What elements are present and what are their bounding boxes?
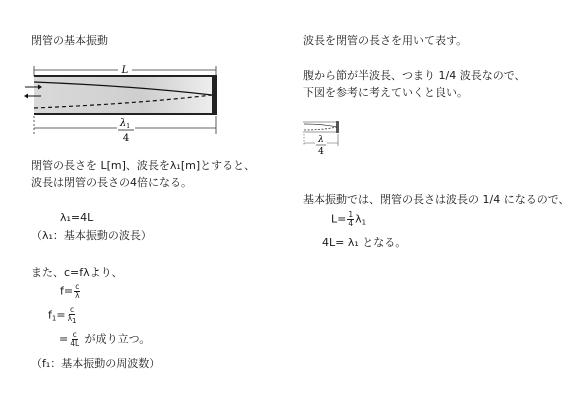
small-pipe-figure [301, 116, 347, 162]
closed-pipe-figure [24, 62, 224, 150]
right-para: 基本振動では、閉管の長さは波長の 1/4 になるので、 [303, 193, 570, 206]
equation-f1: $f_1=$ $\frac{c}{\lambda 1}$ [48, 305, 77, 325]
small-lambda-label: λ [318, 135, 324, 145]
L-label: L [121, 65, 129, 76]
equation-f1-4L: = $\frac{c}{4L}$ が成り立つ。 [59, 330, 151, 348]
lambda-label: $\lambda_1$ [119, 118, 131, 130]
right-title: 波長を閉管の長さを用いて表す。 [303, 34, 468, 47]
para1-line1: 閉管の長さを L[m]、波長をλ₁[m]とすると、 [31, 159, 256, 172]
pipe-body [34, 76, 216, 114]
note-frequency: （f₁：基本振動の周波数） [31, 357, 161, 370]
equation-L: L= $\frac{1}{4}$ $\lambda_1$ [331, 210, 367, 228]
right-line1: 腹から節が半波長、つまり 1/4 波長なので、 [303, 69, 526, 82]
equation-4L: 4L= λ₁ となる。 [322, 236, 407, 249]
denominator-4-label: 4 [122, 133, 130, 144]
pipe-closed-end [212, 75, 217, 115]
equation-f: f= $\frac{c}{\lambda}$ [60, 282, 80, 300]
line-also: また、c=fλより、 [31, 266, 123, 279]
small-denominator-label: 4 [318, 147, 324, 157]
right-line2: 下図を参考に考えていくと良い。 [303, 86, 468, 99]
equation-lambda-4L: λ₁=4L [60, 211, 94, 224]
note-lambda: （λ₁：基本振動の波長） [31, 229, 152, 242]
left-title: 閉管の基本振動 [31, 34, 108, 47]
para1-line2: 波長は閉管の長さの4倍になる。 [31, 176, 192, 189]
